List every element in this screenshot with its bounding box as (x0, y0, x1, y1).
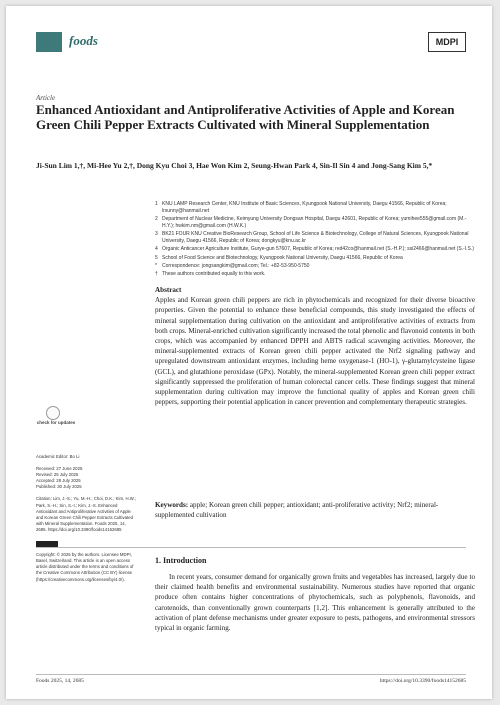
journal-header (36, 32, 466, 52)
section-divider (36, 547, 466, 548)
abstract-text: Apples and Korean green chili peppers are rich in phytochemicals and recognized for their diverse bioactive properties. Given the potential to enhance these beneficial compounds, this study investigated the effects of mineral supplementation during cultivation on the antioxidant and antiproliferative activities of extracts from both crops. Mineral-enriched cultivation significantly increased the total phenolic and flavonoid contents in both crops, which was accompanied by enhanced DPPH and ABTS radical scavenging activities. Moreover, the mineral-supplemented extracts of Korean green chili pepper activated the Nrf2 signaling pathway and upregulated downstream antioxidant enzymes, including heme oxygenase-1 (HO-1), γ-glutamylcysteine ligase (GCL), and glutathione peroxidase (GPx). Notably, the mineral-supplemented Korean green chili pepper extract significantly suppressed the proliferation of human colorectal cancer cells. These findings suggest that mineral supplementation during cultivation may improve the functional quality of apples and Korean green chili peppers, supporting their potential application in cancer prevention and complementary therapeutic strategies. (155, 296, 475, 407)
journal-name: foods (69, 33, 98, 48)
check-updates-icon (46, 406, 60, 420)
accepted-date: Accepted: 28 July 2025 (36, 478, 81, 484)
section-heading-introduction: 1. Introduction (155, 556, 207, 565)
affiliation-item (155, 216, 475, 230)
journal-logo (36, 32, 62, 52)
footer-citation: Foods 2025, 14, 2685 (36, 678, 84, 684)
affiliation-mark: * (155, 262, 157, 269)
keywords (155, 500, 475, 520)
footer-divider (36, 674, 466, 675)
affiliation-mark: † (155, 271, 158, 278)
keywords-label: Keywords: (155, 501, 189, 509)
article-type: Article (36, 94, 56, 102)
introduction-text: In recent years, consumer demand for organically grown fruits and vegetables has increased, largely due to their claimed health benefits and environmental sustainability. Numerous studies have reported that organic produce often contains higher concentrations of phytochemicals, such as polyphenols, flavonoids, and carotenoids, than conventionally grown counterparts [1,2]. This enhancement is generally attributed to the activation of plant defense mechanisms under greater exposure to pests, pathogens, and environmental stressors typical in organic farming. (155, 573, 475, 633)
affiliation-item (155, 231, 475, 245)
affiliation-item (155, 246, 475, 253)
academic-editor: Academic Editor: Bo Li (36, 454, 80, 459)
affiliation-text: These authors contributed equally to this work. (162, 271, 266, 278)
author-list: Ji-Sun Lim 1,†, Mi-Hee Yu 2,†, Dong Kyu Choi 3, Hae Won Kim 2, Seung-Hwan Park 4, Sin-Il Sin 4 and Jong-Sang Kim 5,* (36, 161, 433, 170)
affiliation-mark: 3 (155, 231, 158, 238)
affiliation-text: Organic Anticancer Agriculture Institute, Gurye-gun 57607, Republic of Korea; red42co@hanmail.net (S.-H.P.); ssi2466@hanmail.net (S.-I.S.) (162, 246, 474, 253)
affiliation-item (155, 263, 475, 270)
affiliation-mark: 5 (155, 254, 158, 261)
affiliation-text: BK21 FOUR KNU Creative BioResearch Group, School of Life Science & Biotechnology, College of Natural Sciences, Kyungpook National University, Daegu 41566, Republic of Korea; dongkyu@knu.ac.kr (162, 231, 469, 244)
paper-title: Enhanced Antioxidant and Antiproliferative Activities of Apple and Korean Green Chili Pepper Extracts Cultivated with Mineral Supplementation (36, 102, 455, 132)
abstract-label: Abstract (155, 286, 182, 294)
citation: Citation: Lim, J.-S.; Yu, M.-H.; Choi, D.K.; Kim, H.W.; Park, S.-H.; Sin, S.-I.; Kim, J.-S. Enhanced Antioxidant and Antiproliferative Activities of Apple and Korean Green Chili Pepper Extracts Cultivated with Mineral Supplementation. Foods 2025, 14, 2685. https://doi.org/10.3390/foods14152685 (36, 496, 136, 532)
affiliation-mark: 1 (155, 201, 158, 207)
publisher-logo: MDPI (428, 32, 466, 52)
affiliations (155, 201, 475, 279)
footer-doi-link[interactable]: https://doi.org/10.3390/foods14152685 (379, 678, 466, 684)
affiliation-text: KNU LAMP Research Center, KNU Institute of Basic Sciences, Kyungpook National University, Daegu 41566, Republic of Korea; lrsunny@hanmail.net (162, 201, 447, 214)
affiliation-item (155, 271, 475, 278)
revised-date: Revised: 25 July 2025 (36, 472, 79, 478)
copyright: Copyright: © 2025 by the authors. Licensee MDPI, Basel, Switzerland. This article is an open access article distributed under the terms and conditions of the Creative Commons Attribution (CC BY) license (https://creativecommons.org/licenses/by/4.0/). (36, 552, 134, 582)
keywords-text: apple; Korean green chili pepper; antioxidant; anti-proliferative activity; Nrf2; mineral-supplemented cultivation (155, 501, 439, 520)
published-date: Published: 30 July 2025 (36, 484, 82, 490)
check-updates-label: check for updates (36, 420, 76, 425)
affiliation-item (155, 255, 475, 262)
affiliation-mark: 4 (155, 246, 158, 253)
affiliation-mark: 2 (155, 216, 158, 223)
affiliation-text: Department of Nuclear Medicine, Keimyung University Dongsan Hospital, Daegu 42601, Republic of Korea; yumihee555@gmail.com (M.-H.Y.); hwkim.nm@gmail.com (H.W.K.) (162, 216, 467, 229)
affiliation-text: School of Food Science and Biotechnology, Kyungpook National University, Daegu 41566, Republic of Korea (162, 254, 403, 261)
page-footer (36, 678, 466, 686)
article-info-sidebar (36, 454, 136, 583)
paper-page (6, 6, 492, 699)
check-for-updates-badge[interactable] (36, 406, 76, 432)
received-date: Received: 27 June 2025 (36, 466, 83, 472)
affiliation-item (155, 201, 475, 215)
affiliation-text: Correspondence: jongsangkim@gmail.com; Tel.: +82-53-950-5750 (162, 262, 310, 269)
abstract (155, 285, 475, 407)
